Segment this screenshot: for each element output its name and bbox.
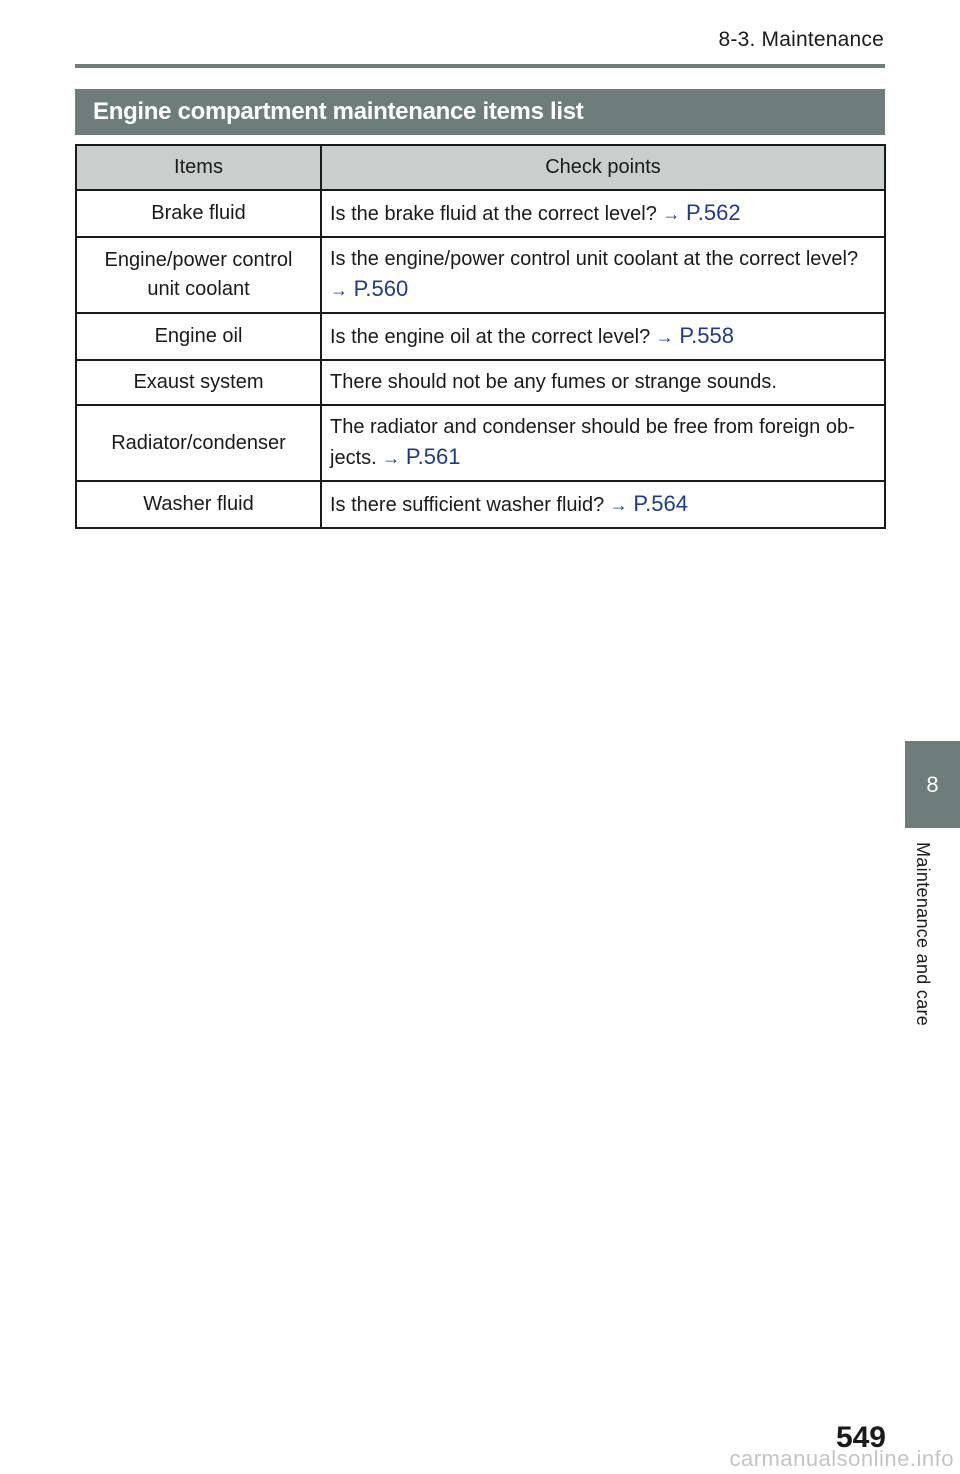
chapter-tab[interactable] xyxy=(905,741,960,828)
page-number: 549 xyxy=(835,1421,886,1454)
item-cell: Exaust system xyxy=(76,360,321,405)
item-cell: Radiator/condenser xyxy=(76,405,321,481)
page-reference-link[interactable] xyxy=(662,200,741,225)
check-text: The radiator and condenser should be free from foreign ob-jects. xyxy=(330,416,855,469)
maintenance-table xyxy=(75,144,886,529)
page-reference-link[interactable] xyxy=(330,276,409,301)
check-text: There should not be any fumes or strange sounds. xyxy=(330,371,777,393)
table-row xyxy=(76,360,885,405)
arrow-right-icon: → xyxy=(330,280,348,300)
section-title: Engine compartment maintenance items list xyxy=(75,89,885,135)
item-cell: Engine/power control unit coolant xyxy=(76,237,321,313)
page-reference-link[interactable] xyxy=(655,323,734,348)
table-row xyxy=(76,190,885,237)
page-reference: P.562 xyxy=(685,200,741,225)
page-reference: P.561 xyxy=(405,444,461,469)
page-reference-link[interactable] xyxy=(609,491,688,516)
check-text: Is the engine oil at the correct level? xyxy=(330,326,651,348)
arrow-right-icon: → xyxy=(382,448,401,468)
table-row xyxy=(76,405,885,481)
item-cell: Engine oil xyxy=(76,313,321,360)
check-text: Is there sufficient washer fluid? xyxy=(330,494,605,516)
column-header-check-points: Check points xyxy=(321,145,885,190)
page-reference-link[interactable] xyxy=(382,444,461,469)
check-text: Is the brake fluid at the correct level? xyxy=(330,203,657,225)
check-cell xyxy=(321,481,885,528)
check-text: Is the engine/power control unit coolant at the correct level? xyxy=(330,248,859,270)
check-cell xyxy=(321,360,885,405)
column-header-items: Items xyxy=(76,145,321,190)
header-rule xyxy=(75,64,885,68)
table-row xyxy=(76,481,885,528)
table-row xyxy=(76,237,885,313)
chapter-title: Maintenance and care xyxy=(913,842,933,1027)
item-cell: Brake fluid xyxy=(76,190,321,237)
arrow-right-icon: → xyxy=(662,204,681,224)
check-cell xyxy=(321,405,885,481)
check-cell xyxy=(321,237,885,313)
arrow-right-icon: → xyxy=(609,495,628,515)
table-row xyxy=(76,313,885,360)
check-cell xyxy=(321,190,885,237)
item-cell: Washer fluid xyxy=(76,481,321,528)
page-reference: P.558 xyxy=(679,323,734,348)
check-cell xyxy=(321,313,885,360)
running-head: 8-3. Maintenance xyxy=(718,28,884,51)
chapter-number: 8 xyxy=(926,771,939,797)
page-reference: P.564 xyxy=(633,491,688,516)
arrow-right-icon: → xyxy=(655,327,674,347)
table-header-row xyxy=(76,145,885,190)
watermark: carmanualsonline.info xyxy=(729,1446,954,1471)
page-reference: P.560 xyxy=(353,276,409,301)
